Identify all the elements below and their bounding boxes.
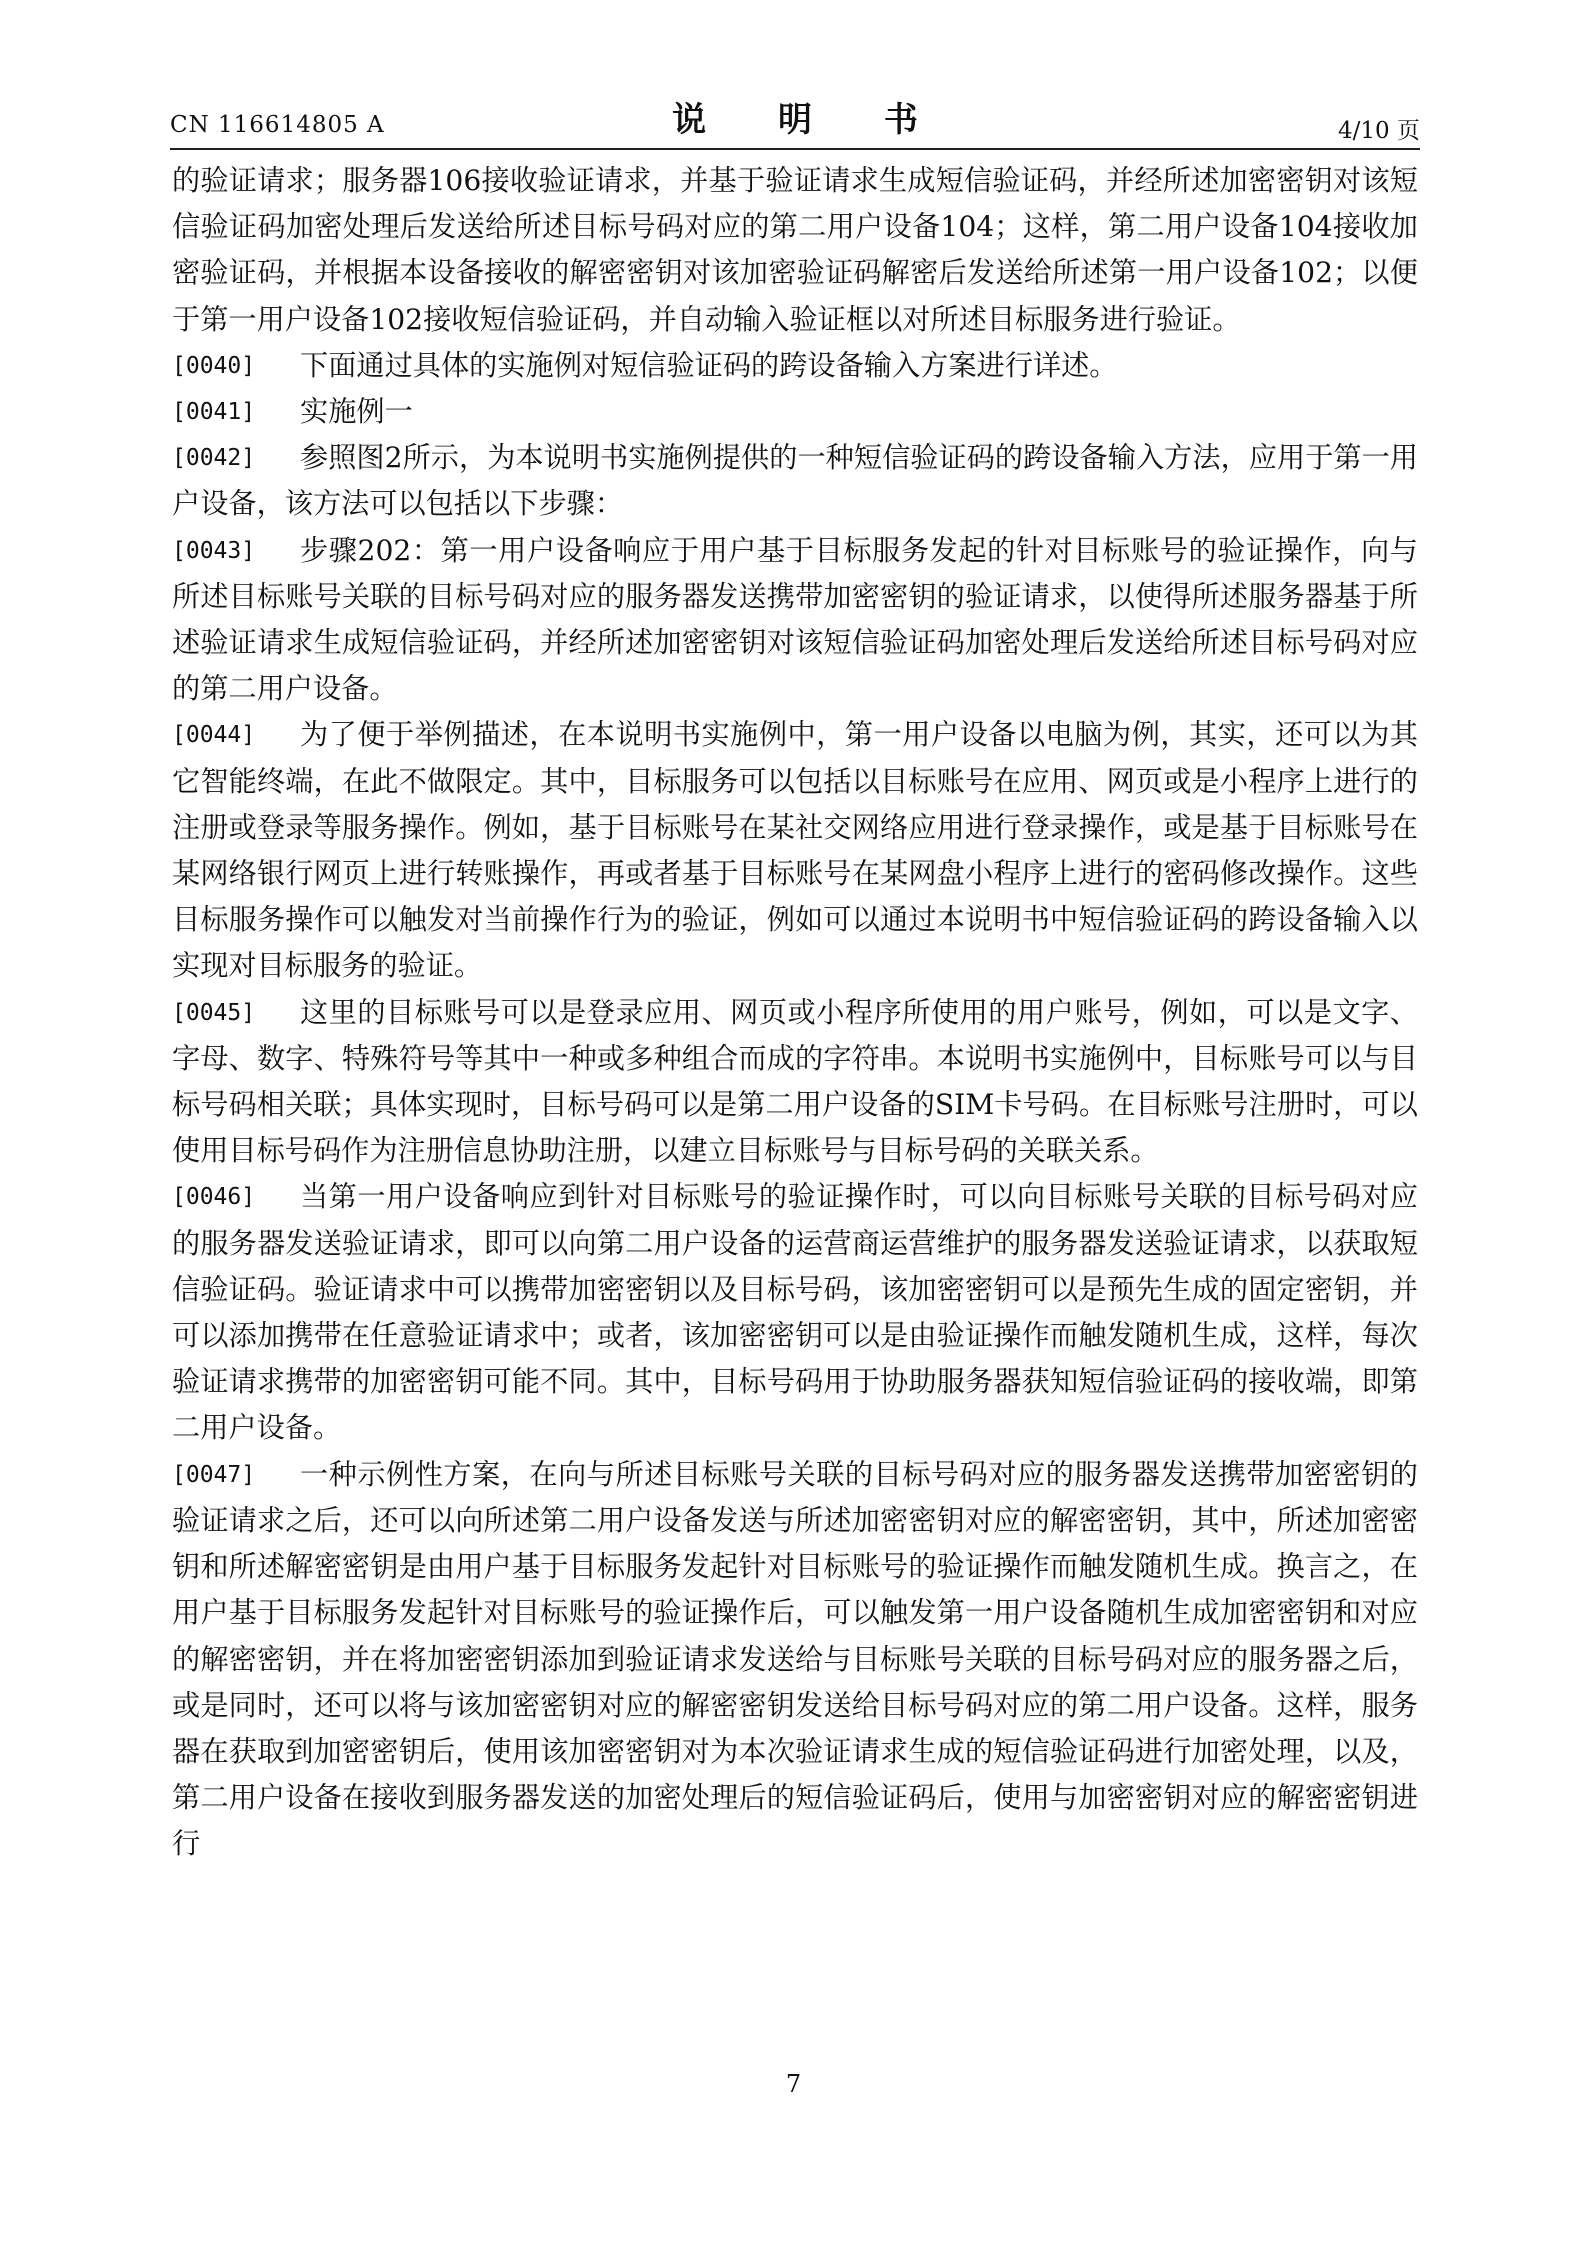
paragraph-0045	[172, 990, 1418, 1175]
paragraph-text: 为了便于举例描述，在本说明书实施例中，第一用户设备以电脑为例，其实，还可以为其它智能终端，在此不做限定。其中，目标服务可以包括以目标账号在应用、网页或是小程序上进行的注册或登录等服务操作。例如，基于目标账号在某社交网络应用进行登录操作，或是基于目标账号在某网络银行网页上进行转账操作，再或者基于目标账号在某网盘小程序上进行的密码修改操作。这些目标服务操作可以触发对当前操作行为的验证，例如可以通过本说明书中短信验证码的跨设备输入以实现对目标服务的验证。	[172, 718, 1418, 983]
paragraph-number: [0042]	[172, 445, 256, 472]
page-header	[170, 88, 1420, 150]
paragraph-continued	[172, 158, 1418, 343]
paragraph-text: 当第一用户设备响应到针对目标账号的验证操作时，可以向目标账号关联的目标号码对应的服务器发送验证请求，即可以向第二用户设备的运营商运营维护的服务器发送验证请求，以获取短信验证码。验证请求中可以携带加密密钥以及目标号码，该加密密钥可以是预先生成的固定密钥，并可以添加携带在任意验证请求中；或者，该加密密钥可以是由验证操作而触发随机生成，这样，每次验证请求携带的加密密钥可能不同。其中，目标号码用于协助服务器获知短信验证码的接收端，即第二用户设备。	[172, 1180, 1418, 1445]
paragraph-text: 步骤202：第一用户设备响应于用户基于目标服务发起的针对目标账号的验证操作，向与所述目标账号关联的目标号码对应的服务器发送携带加密密钥的验证请求，以使得所述服务器基于所述验证请求生成短信验证码，并经所述加密密钥对该短信验证码加密处理后发送给所述目标号码对应的第二用户设备。	[172, 533, 1418, 706]
page-number: 7	[785, 2070, 802, 2098]
paragraph-text: 这里的目标账号可以是登录应用、网页或小程序所使用的用户账号，例如，可以是文字、字母、数字、特殊符号等其中一种或多种组合而成的字符串。本说明书实施例中，目标账号可以与目标号码相关联；具体实现时，目标号码可以是第二用户设备的SIM卡号码。在目标账号注册时，可以使用目标号码作为注册信息协助注册，以建立目标账号与目标号码的关联关系。	[172, 995, 1418, 1168]
paragraph-0040	[172, 343, 1418, 389]
document-body	[172, 158, 1418, 1868]
paragraph-number: [0045]	[172, 999, 256, 1026]
paragraph-number: [0047]	[172, 1461, 256, 1488]
paragraph-0046	[172, 1174, 1418, 1451]
paragraph-0043	[172, 528, 1418, 713]
paragraph-number: [0046]	[172, 1184, 256, 1211]
paragraph-text: 实施例一	[300, 395, 413, 429]
document-title: 说 明 书	[672, 100, 948, 140]
paragraph-text: 一种示例性方案，在向与所述目标账号关联的目标号码对应的服务器发送携带加密密钥的验证请求之后，还可以向所述第二用户设备发送与所述加密密钥对应的解密密钥，其中，所述加密密钥和所述解密密钥是由用户基于目标服务发起针对目标账号的验证操作而触发随机生成。换言之，在用户基于目标服务发起针对目标账号的验证操作后，可以触发第一用户设备随机生成加密密钥和对应的解密密钥，并在将加密密钥添加到验证请求发送给与目标账号关联的目标号码对应的服务器之后，或是同时，还可以将与该加密密钥对应的解密密钥发送给目标号码对应的第二用户设备。这样，服务器在获取到加密密钥后，使用该加密密钥对为本次验证请求生成的短信验证码进行加密处理，以及，第二用户设备在接收到服务器发送的加密处理后的短信验证码后，使用与加密密钥对应的解密密钥进行	[172, 1457, 1418, 1861]
paragraph-0047	[172, 1452, 1418, 1868]
paragraph-number: [0044]	[172, 722, 256, 749]
paragraph-0041	[172, 389, 1418, 435]
paragraph-number: [0041]	[172, 399, 256, 426]
paragraph-number: [0043]	[172, 537, 256, 564]
paragraph-0044	[172, 712, 1418, 989]
publication-number: CN 116614805 A	[170, 112, 385, 138]
paragraph-number: [0040]	[172, 352, 256, 379]
page-count: 4/10 页	[1338, 118, 1420, 144]
paragraph-text: 参照图2所示，为本说明书实施例提供的一种短信验证码的跨设备输入方法，应用于第一用户设备，该方法可以包括以下步骤：	[172, 441, 1418, 521]
paragraph-text: 下面通过具体的实施例对短信验证码的跨设备输入方案进行详述。	[300, 348, 1118, 382]
paragraph-0042	[172, 435, 1418, 527]
paragraph-text: 的验证请求；服务器106接收验证请求，并基于验证请求生成短信验证码，并经所述加密密钥对该短信验证码加密处理后发送给所述目标号码对应的第二用户设备104；这样，第二用户设备104接收加密验证码，并根据本设备接收的解密密钥对该加密验证码解密后发送给所述第一用户设备102；以便于第一用户设备102接收短信验证码，并自动输入验证框以对所述目标服务进行验证。	[172, 164, 1418, 336]
